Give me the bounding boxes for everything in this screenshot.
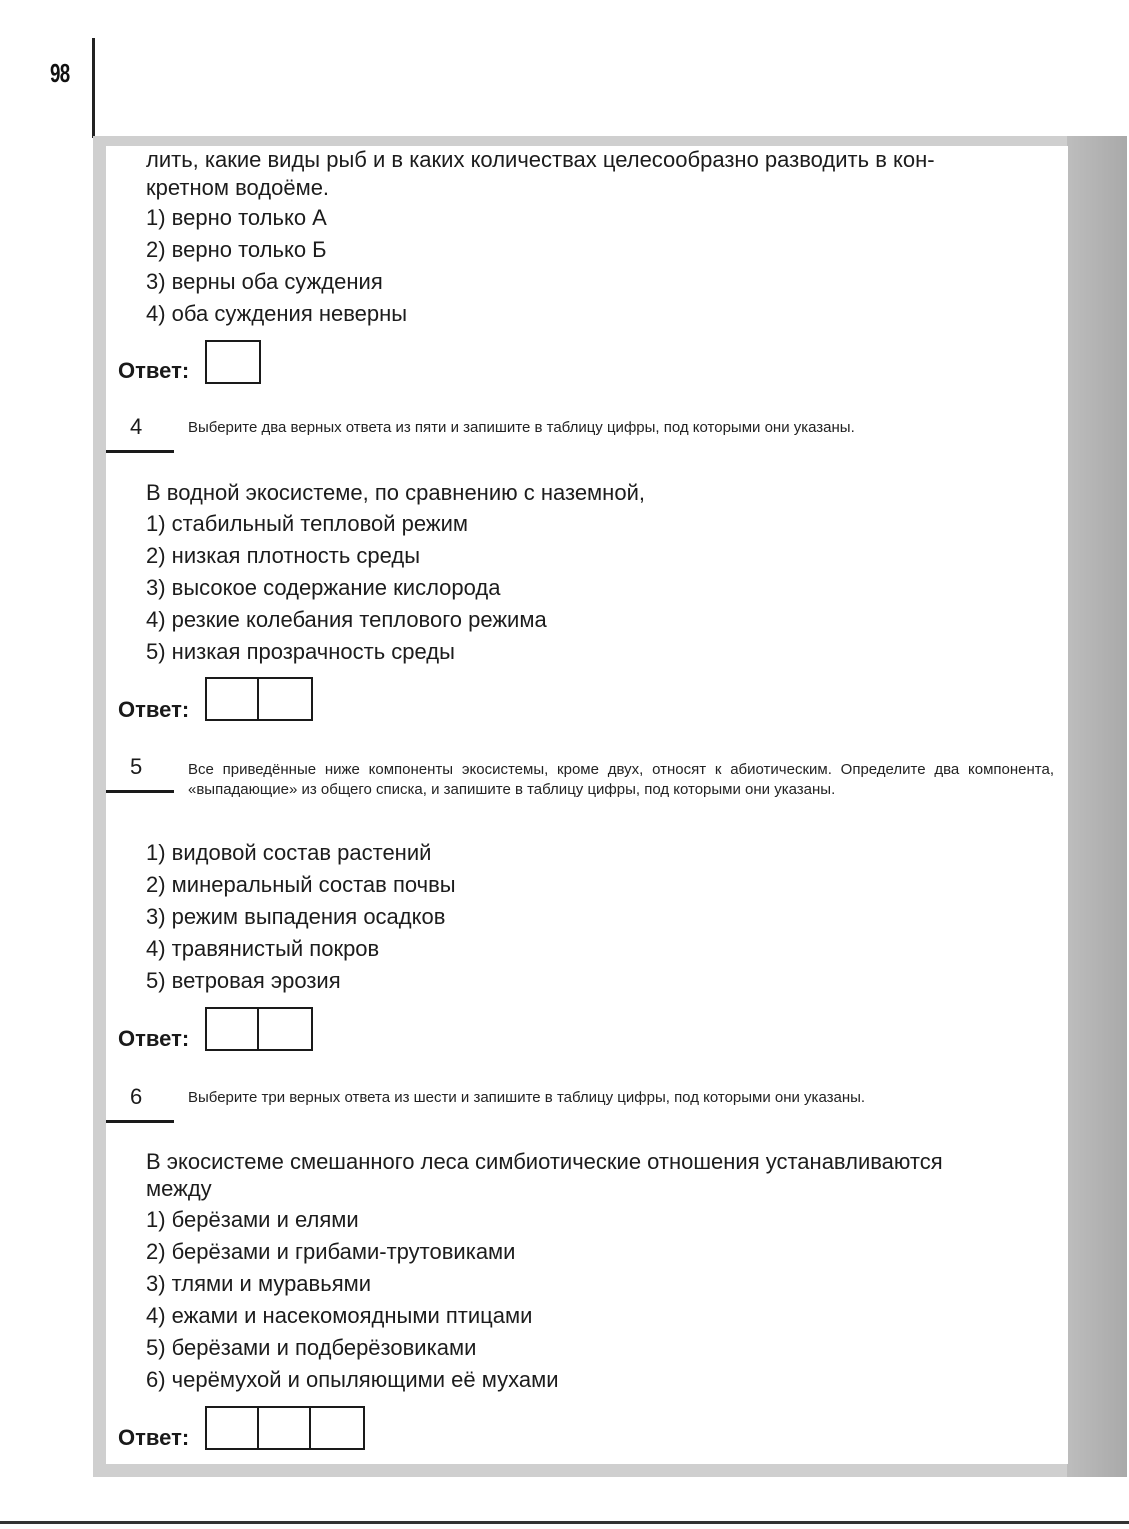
task4-instruction: Выберите два верных ответа из пяти и запишите в таблицу цифры, под которыми они указаны. bbox=[188, 419, 855, 436]
answer-cell[interactable] bbox=[207, 679, 259, 719]
answer-cell[interactable] bbox=[311, 1408, 363, 1448]
task5-underline bbox=[106, 790, 174, 793]
task4-answer-label: Ответ: bbox=[118, 697, 190, 722]
task4-number: 4 bbox=[130, 414, 143, 439]
task4-option-2: 2) низкая плотность среды bbox=[146, 543, 421, 568]
task6-option-3: 3) тлями и муравьями bbox=[146, 1271, 372, 1296]
task6-option-5: 5) берёзами и подберёзовиками bbox=[146, 1335, 477, 1360]
task6-option-4: 4) ежами и насекомоядными птицами bbox=[146, 1303, 533, 1328]
task5-option-4: 4) травянистый покров bbox=[146, 936, 380, 961]
task6-instruction: Выберите три верных ответа из шести и запишите в таблицу цифры, под которыми они указаны. bbox=[188, 1089, 866, 1106]
task3-option-2: 2) верно только Б bbox=[146, 237, 327, 262]
bottom-rule bbox=[0, 1521, 1129, 1524]
task5-option-1: 1) видовой состав растений bbox=[146, 840, 432, 865]
task4-option-1: 1) стабильный тепловой режим bbox=[146, 511, 469, 536]
answer-cell[interactable] bbox=[259, 1009, 311, 1049]
task6-question-line-2: между bbox=[146, 1176, 212, 1201]
task5-answer-boxes[interactable] bbox=[205, 1007, 313, 1051]
answer-cell[interactable] bbox=[207, 1009, 259, 1049]
task5-option-2: 2) минеральный состав почвы bbox=[146, 872, 456, 897]
task4-option-4: 4) резкие колебания теплового режима bbox=[146, 607, 547, 632]
task4-question: В водной экосистеме, по сравнению с наземной, bbox=[146, 480, 645, 505]
answer-cell[interactable] bbox=[207, 342, 259, 382]
task6-option-6: 6) черёмухой и опыляющими её мухами bbox=[146, 1367, 559, 1392]
task5-option-5: 5) ветровая эрозия bbox=[146, 968, 341, 993]
margin-rule bbox=[92, 38, 95, 138]
task6-question-line-1: В экосистеме смешанного леса симбиотические отношения устанавливаются bbox=[146, 1149, 943, 1174]
task6-answer-label: Ответ: bbox=[118, 1425, 190, 1450]
answer-cell[interactable] bbox=[207, 1408, 259, 1448]
task3-option-4: 4) оба суждения неверны bbox=[146, 301, 408, 326]
task5-answer-label: Ответ: bbox=[118, 1026, 190, 1051]
task6-option-1: 1) берёзами и елями bbox=[146, 1207, 359, 1232]
worksheet bbox=[106, 146, 1068, 1464]
task6-underline bbox=[106, 1120, 174, 1123]
answer-cell[interactable] bbox=[259, 1408, 311, 1448]
task3-text-line-1: лить, какие виды рыб и в каких количествах целесообразно разводить в кон- bbox=[146, 147, 935, 172]
task6-number: 6 bbox=[130, 1084, 143, 1109]
task6-option-2: 2) берёзами и грибами-трутовиками bbox=[146, 1239, 516, 1264]
task4-option-5: 5) низкая прозрачность среды bbox=[146, 639, 455, 664]
task5-number: 5 bbox=[130, 754, 143, 779]
task6-answer-boxes[interactable] bbox=[205, 1406, 365, 1450]
task4-underline bbox=[106, 450, 174, 453]
page-number: 98 bbox=[50, 58, 70, 88]
task4-option-3: 3) высокое содержание кислорода bbox=[146, 575, 501, 600]
task3-option-3: 3) верны оба суждения bbox=[146, 269, 383, 294]
task3-option-1: 1) верно только А bbox=[146, 205, 327, 230]
answer-cell[interactable] bbox=[259, 679, 311, 719]
task4-answer-boxes[interactable] bbox=[205, 677, 313, 721]
task3-answer-label: Ответ: bbox=[118, 358, 190, 383]
task3-text-line-2: кретном водоёме. bbox=[146, 175, 330, 200]
task5-instruction: Все приведённые ниже компоненты экосистемы, кроме двух, относят к абиотическим. Определите два компонента, «выпадающие» из общего списка, и запишите в таблицу цифры, под которыми они указаны. bbox=[188, 761, 1054, 798]
task5-option-3: 3) режим выпадения осадков bbox=[146, 904, 446, 929]
task3-answer-boxes[interactable] bbox=[205, 340, 261, 384]
